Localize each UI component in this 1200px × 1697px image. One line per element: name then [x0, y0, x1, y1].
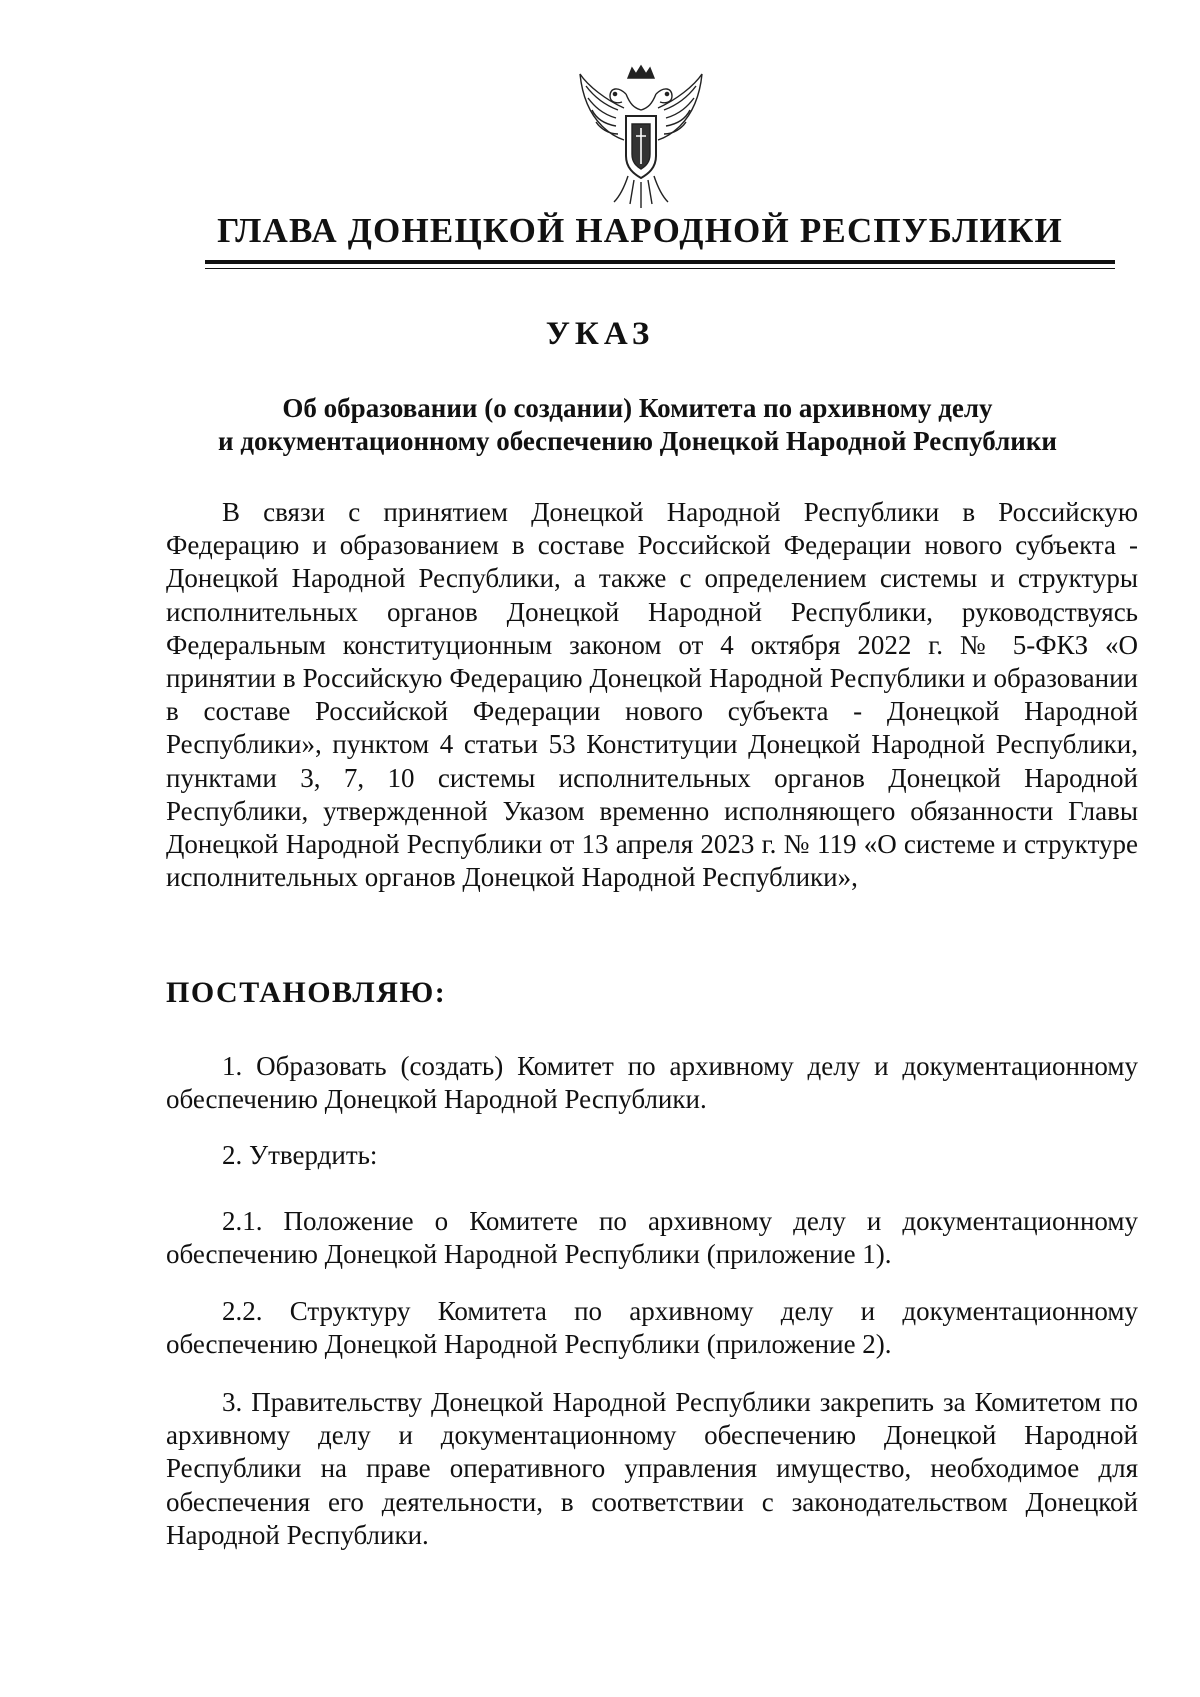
header-rule-thick — [205, 260, 1115, 264]
clause-2-1: 2.1. Положение о Комитете по архивному делу и документационному обеспечению Донецкой Народной Республики (приложение 1). — [166, 1206, 1138, 1270]
header-rule-thin — [205, 268, 1115, 269]
org-title: ГЛАВА ДОНЕЦКОЙ НАРОДНОЙ РЕСПУБЛИКИ — [217, 211, 1063, 250]
subject-line-2: и документационному обеспечению Донецкой Народной Республики — [218, 426, 1057, 456]
clause-2: 2. Утвердить: — [222, 1140, 378, 1170]
document-subject — [180, 392, 1095, 458]
clause-2-2: 2.2. Структуру Комитета по архивному делу и документационному обеспечению Донецкой Народной Республики (приложение 2). — [166, 1296, 1138, 1360]
document-type: УКАЗ — [545, 316, 655, 352]
subject-line-1: Об образовании (о создании) Комитета по архивному делу — [282, 393, 993, 423]
clause-3: 3. Правительству Донецкой Народной Республики закрепить за Комитетом по архивному делу и документационному обеспечению Донецкой Народной Республики на праве оперативного управления имущество, необходимое для обеспечения его деятельности, в соответствии с законодательством Донецкой Народной Республики. — [166, 1387, 1138, 1550]
preamble-paragraph: В связи с принятием Донецкой Народной Республики в Российскую Федерацию и образованием в составе Российской Федерации нового субъекта - Донецкой Народной Республики, а также с определением системы и структуры исполнительных органов Донецкой Народной Республики, руководствуясь Федеральным конституционным законом от 4 октября 2022 г. № 5-ФКЗ «О принятии в Российскую Федерацию Донецкой Народной Республики и образовании в составе Российской Федерации нового субъекта - Донецкой Народной Республики», пунктом 4 статьи 53 Конституции Донецкой Народной Республики, пунктами 3, 7, 10 системы исполнительных органов Донецкой Народной Республики, утвержденной Указом временно исполняющего обязанности Главы Донецкой Народной Республики от 13 апреля 2023 г. № 119 «О системе и структуре исполнительных органов Донецкой Народной Республики», — [166, 497, 1138, 893]
double-headed-eagle-icon — [566, 64, 716, 214]
decree-word: ПОСТАНОВЛЯЮ: — [166, 976, 447, 1009]
clause-1: 1. Образовать (создать) Комитет по архивному делу и документационному обеспечению Донецкой Народной Республики. — [166, 1051, 1138, 1115]
